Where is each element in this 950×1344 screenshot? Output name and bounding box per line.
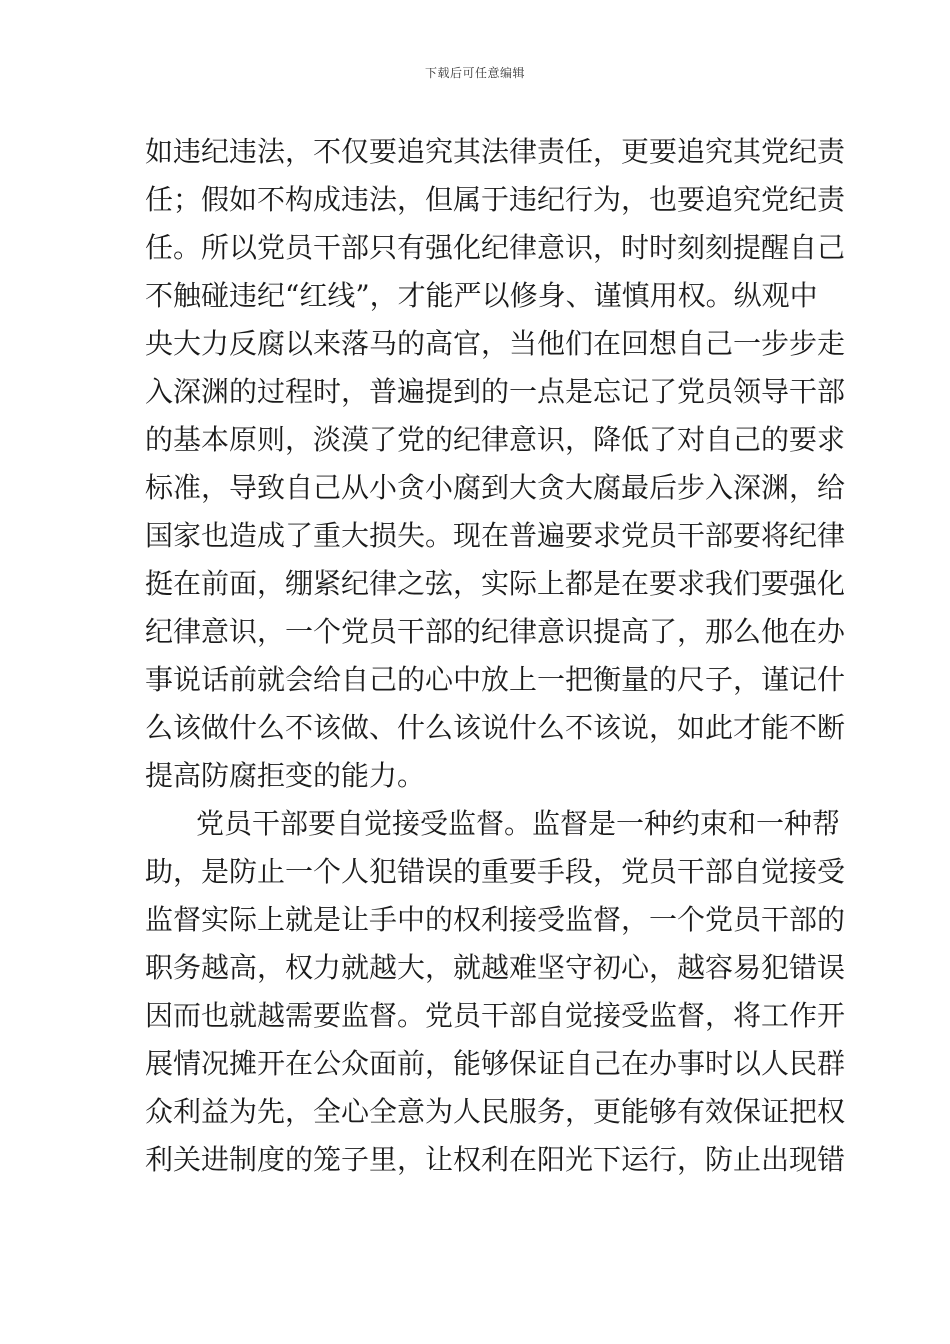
- text-line-18: 职务越高，权力就越大，就越难坚守初心，越容易犯错误: [145, 951, 846, 984]
- text-line-5: 央大力反腐以来落马的高官，当他们在回想自己一步步走: [145, 327, 846, 360]
- text-line-2: 任；假如不构成违法，但属于违纪行为，也要追究党纪责: [145, 183, 846, 216]
- text-line-4: 不触碰违纪“红线”，才能严以修身、谨慎用权。纵观中: [145, 279, 818, 312]
- text-line-7: 的基本原则，淡漠了党的纪律意识，降低了对自己的要求: [145, 423, 846, 456]
- text-line-3: 任。所以党员干部只有强化纪律意识，时时刻刻提醒自己: [145, 231, 846, 264]
- text-line-9: 国家也造成了重大损失。现在普遍要求党员干部要将纪律: [145, 519, 846, 552]
- text-line-20: 展情况摊开在公众面前，能够保证自己在办事时以人民群: [145, 1047, 846, 1080]
- text-line-22: 利关进制度的笼子里，让权利在阳光下运行，防止出现错: [145, 1143, 846, 1176]
- text-line-13: 么该做什么不该做、什么该说什么不该说，如此才能不断: [145, 711, 846, 744]
- text-line-6: 入深渊的过程时，普遍提到的一点是忘记了党员领导干部: [145, 375, 846, 408]
- text-line-8: 标准，导致自己从小贪小腐到大贪大腐最后步入深渊，给: [145, 471, 846, 504]
- text-line-16: 助，是防止一个人犯错误的重要手段，党员干部自觉接受: [145, 855, 846, 888]
- text-line-19: 因而也就越需要监督。党员干部自觉接受监督，将工作开: [145, 999, 846, 1032]
- text-line-21: 众利益为先，全心全意为人民服务，更能够有效保证把权: [145, 1095, 846, 1128]
- text-line-1: 如违纪违法，不仅要追究其法律责任，更要追究其党纪责: [145, 135, 846, 168]
- text-line-11: 纪律意识，一个党员干部的纪律意识提高了，那么他在办: [145, 615, 846, 648]
- page-header: 下载后可任意编辑: [424, 66, 525, 80]
- text-line-10: 挺在前面，绷紧纪律之弦，实际上都是在要求我们要强化: [145, 567, 846, 600]
- text-line-15: 党员干部要自觉接受监督。监督是一种约束和一种帮: [196, 807, 841, 840]
- text-line-17: 监督实际上就是让手中的权利接受监督，一个党员干部的: [145, 903, 846, 936]
- text-line-12: 事说话前就会给自己的心中放上一把衡量的尺子，谨记什: [145, 663, 846, 696]
- text-line-14: 提高防腐拒变的能力。: [145, 759, 426, 792]
